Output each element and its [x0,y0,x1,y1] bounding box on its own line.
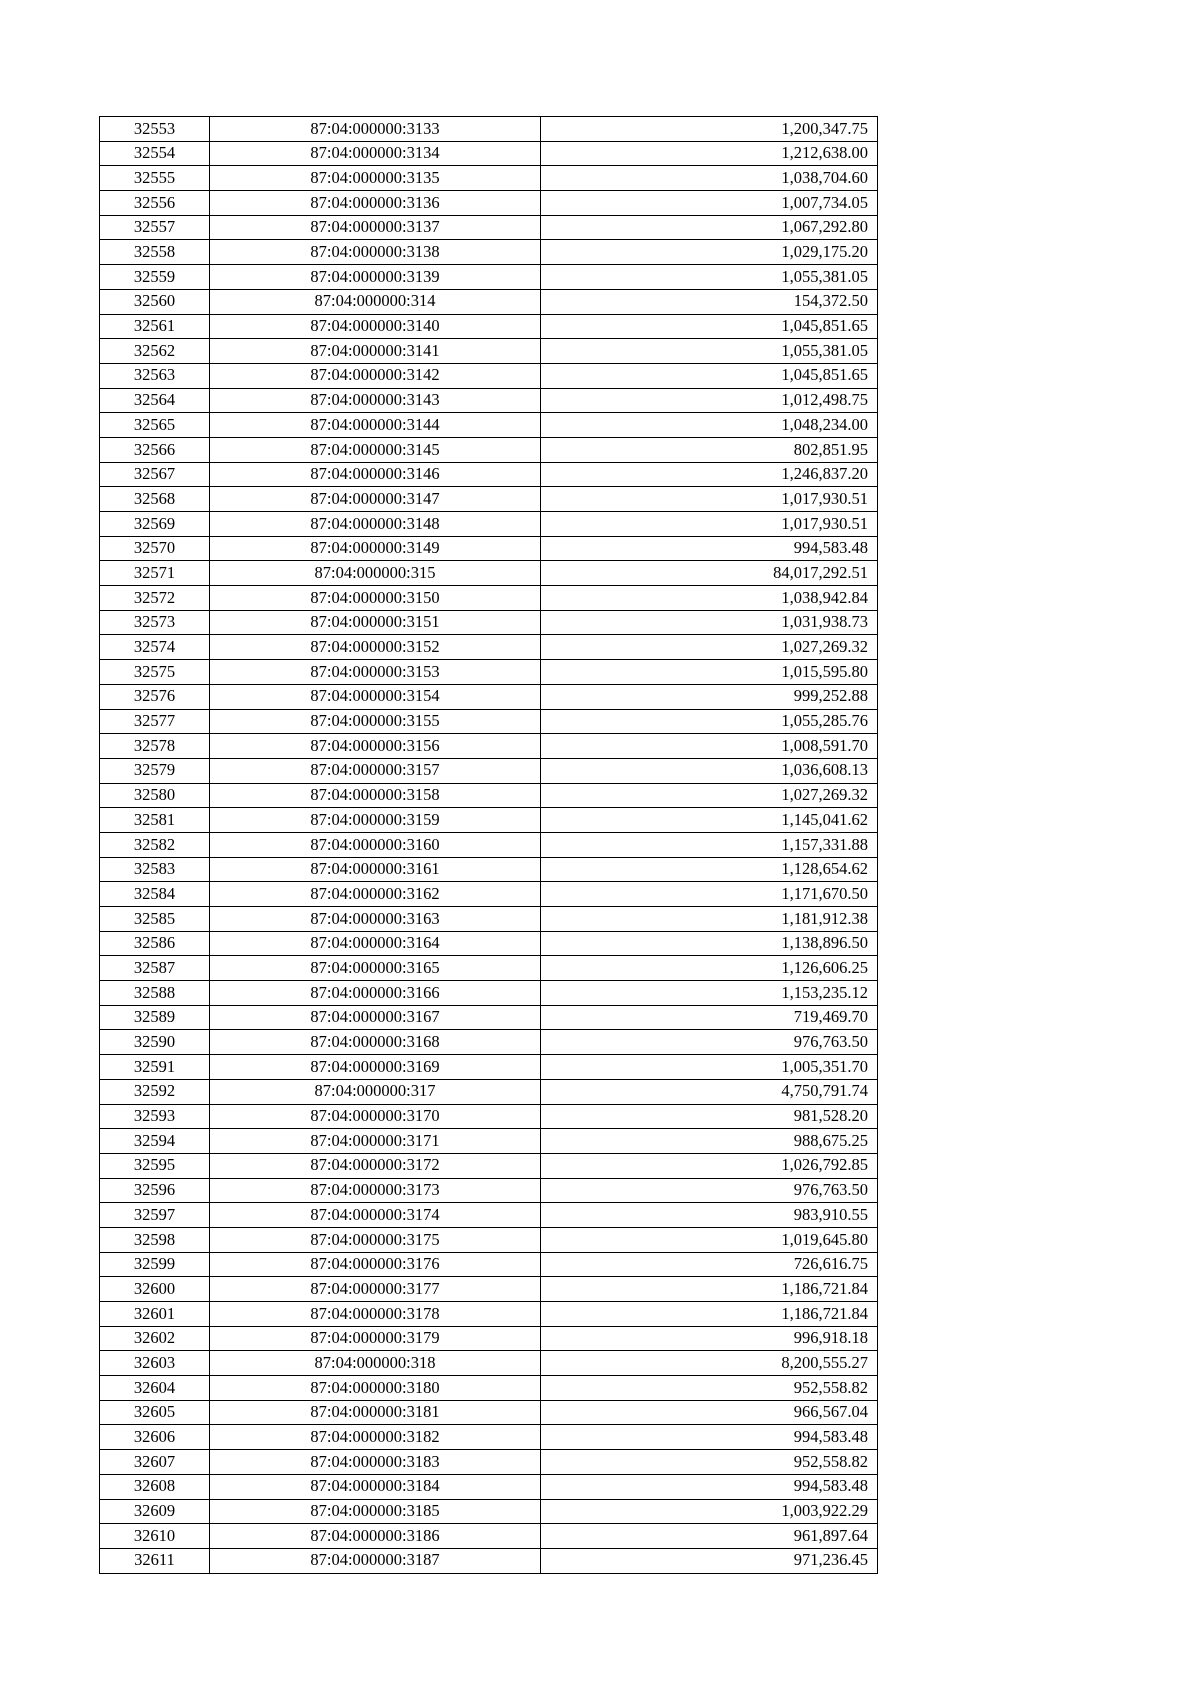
value-cell: 988,675.25 [541,1129,878,1154]
table-row [100,240,878,265]
row-number-cell: 32598 [100,1227,210,1252]
table-row [100,1178,878,1203]
value-cell: 1,017,930.51 [541,487,878,512]
row-number-cell: 32559 [100,265,210,290]
table-row [100,166,878,191]
row-number-cell: 32599 [100,1252,210,1277]
value-cell: 8,200,555.27 [541,1351,878,1376]
cadastral-number-cell: 87:04:000000:3180 [210,1376,541,1401]
row-number-cell: 32603 [100,1351,210,1376]
value-cell: 1,246,837.20 [541,462,878,487]
row-number-cell: 32553 [100,117,210,142]
row-number-cell: 32589 [100,1005,210,1030]
table-row [100,314,878,339]
value-cell: 154,372.50 [541,289,878,314]
cadastral-number-cell: 87:04:000000:3138 [210,240,541,265]
cadastral-number-cell: 87:04:000000:3168 [210,1030,541,1055]
cadastral-number-cell: 87:04:000000:3148 [210,512,541,537]
table-row [100,413,878,438]
row-number-cell: 32597 [100,1203,210,1228]
value-cell: 1,027,269.32 [541,783,878,808]
value-cell: 1,026,792.85 [541,1153,878,1178]
row-number-cell: 32581 [100,808,210,833]
cadastral-number-cell: 87:04:000000:3179 [210,1326,541,1351]
value-cell: 719,469.70 [541,1005,878,1030]
cadastral-number-cell: 87:04:000000:3147 [210,487,541,512]
cadastral-number-cell: 87:04:000000:3176 [210,1252,541,1277]
value-cell: 976,763.50 [541,1030,878,1055]
value-cell: 1,128,654.62 [541,857,878,882]
value-cell: 1,186,721.84 [541,1302,878,1327]
cadastral-number-cell: 87:04:000000:3177 [210,1277,541,1302]
table-row [100,931,878,956]
cadastral-number-cell: 87:04:000000:3169 [210,1055,541,1080]
row-number-cell: 32582 [100,832,210,857]
value-cell: 4,750,791.74 [541,1079,878,1104]
value-cell: 961,897.64 [541,1524,878,1549]
table-row [100,388,878,413]
row-number-cell: 32555 [100,166,210,191]
cadastral-number-cell: 87:04:000000:3164 [210,931,541,956]
cadastral-number-cell: 87:04:000000:3145 [210,437,541,462]
table-row [100,1005,878,1030]
value-cell: 1,008,591.70 [541,734,878,759]
value-cell: 1,038,704.60 [541,166,878,191]
row-number-cell: 32588 [100,981,210,1006]
table-row [100,215,878,240]
row-number-cell: 32593 [100,1104,210,1129]
value-cell: 1,007,734.05 [541,191,878,216]
row-number-cell: 32584 [100,882,210,907]
value-cell: 966,567.04 [541,1400,878,1425]
table-row [100,907,878,932]
table-row [100,857,878,882]
cadastral-number-cell: 87:04:000000:3167 [210,1005,541,1030]
row-number-cell: 32572 [100,586,210,611]
row-number-cell: 32580 [100,783,210,808]
cadastral-number-cell: 87:04:000000:318 [210,1351,541,1376]
cadastral-number-cell: 87:04:000000:3140 [210,314,541,339]
row-number-cell: 32573 [100,610,210,635]
value-cell: 1,029,175.20 [541,240,878,265]
table-row [100,734,878,759]
cadastral-number-cell: 87:04:000000:3143 [210,388,541,413]
cadastral-number-cell: 87:04:000000:3185 [210,1499,541,1524]
cadastral-number-cell: 87:04:000000:315 [210,561,541,586]
cadastral-number-cell: 87:04:000000:3139 [210,265,541,290]
cadastral-number-cell: 87:04:000000:3187 [210,1548,541,1573]
row-number-cell: 32565 [100,413,210,438]
row-number-cell: 32562 [100,339,210,364]
value-cell: 1,153,235.12 [541,981,878,1006]
table-row [100,684,878,709]
cadastral-number-cell: 87:04:000000:3152 [210,635,541,660]
row-number-cell: 32578 [100,734,210,759]
table-row [100,660,878,685]
value-cell: 1,126,606.25 [541,956,878,981]
table-row [100,487,878,512]
row-number-cell: 32563 [100,363,210,388]
row-number-cell: 32602 [100,1326,210,1351]
value-cell: 994,583.48 [541,1474,878,1499]
value-cell: 1,005,351.70 [541,1055,878,1080]
table-row [100,1376,878,1401]
row-number-cell: 32609 [100,1499,210,1524]
row-number-cell: 32590 [100,1030,210,1055]
table-row [100,832,878,857]
value-cell: 1,015,595.80 [541,660,878,685]
row-number-cell: 32594 [100,1129,210,1154]
cadastral-number-cell: 87:04:000000:3144 [210,413,541,438]
row-number-cell: 32558 [100,240,210,265]
table-row [100,1499,878,1524]
value-cell: 1,067,292.80 [541,215,878,240]
row-number-cell: 32571 [100,561,210,586]
value-cell: 994,583.48 [541,1425,878,1450]
row-number-cell: 32587 [100,956,210,981]
value-cell: 1,055,381.05 [541,339,878,364]
table-row [100,1326,878,1351]
row-number-cell: 32569 [100,512,210,537]
table-row [100,956,878,981]
value-cell: 999,252.88 [541,684,878,709]
cadastral-number-cell: 87:04:000000:3174 [210,1203,541,1228]
table-row [100,512,878,537]
table-row [100,141,878,166]
table-row [100,363,878,388]
table-row [100,1153,878,1178]
table-row [100,1351,878,1376]
table-row [100,610,878,635]
cadastral-number-cell: 87:04:000000:3154 [210,684,541,709]
row-number-cell: 32595 [100,1153,210,1178]
cadastral-number-cell: 87:04:000000:3166 [210,981,541,1006]
data-table [99,116,878,1574]
table-row [100,709,878,734]
row-number-cell: 32577 [100,709,210,734]
row-number-cell: 32604 [100,1376,210,1401]
row-number-cell: 32610 [100,1524,210,1549]
value-cell: 981,528.20 [541,1104,878,1129]
cadastral-number-cell: 87:04:000000:3178 [210,1302,541,1327]
cadastral-number-cell: 87:04:000000:3141 [210,339,541,364]
cadastral-number-cell: 87:04:000000:3171 [210,1129,541,1154]
row-number-cell: 32561 [100,314,210,339]
row-number-cell: 32611 [100,1548,210,1573]
row-number-cell: 32575 [100,660,210,685]
cadastral-number-cell: 87:04:000000:3175 [210,1227,541,1252]
row-number-cell: 32600 [100,1277,210,1302]
value-cell: 976,763.50 [541,1178,878,1203]
cadastral-number-cell: 87:04:000000:3137 [210,215,541,240]
value-cell: 1,038,942.84 [541,586,878,611]
row-number-cell: 32560 [100,289,210,314]
value-cell: 1,036,608.13 [541,758,878,783]
table-body [100,117,878,1574]
value-cell: 1,055,381.05 [541,265,878,290]
row-number-cell: 32557 [100,215,210,240]
row-number-cell: 32574 [100,635,210,660]
cadastral-number-cell: 87:04:000000:3163 [210,907,541,932]
cadastral-number-cell: 87:04:000000:3157 [210,758,541,783]
table-row [100,1474,878,1499]
cadastral-number-cell: 87:04:000000:3162 [210,882,541,907]
row-number-cell: 32606 [100,1425,210,1450]
table-row [100,1030,878,1055]
cadastral-number-cell: 87:04:000000:3182 [210,1425,541,1450]
table-row [100,981,878,1006]
cadastral-number-cell: 87:04:000000:317 [210,1079,541,1104]
cadastral-number-cell: 87:04:000000:3156 [210,734,541,759]
value-cell: 1,012,498.75 [541,388,878,413]
table-row [100,561,878,586]
table-row [100,462,878,487]
row-number-cell: 32605 [100,1400,210,1425]
cadastral-number-cell: 87:04:000000:3133 [210,117,541,142]
value-cell: 1,212,638.00 [541,141,878,166]
cadastral-number-cell: 87:04:000000:3158 [210,783,541,808]
row-number-cell: 32591 [100,1055,210,1080]
value-cell: 1,157,331.88 [541,832,878,857]
table-row [100,339,878,364]
table-row [100,586,878,611]
row-number-cell: 32607 [100,1450,210,1475]
cadastral-number-cell: 87:04:000000:3173 [210,1178,541,1203]
table-row [100,1450,878,1475]
table-row [100,808,878,833]
value-cell: 971,236.45 [541,1548,878,1573]
value-cell: 1,055,285.76 [541,709,878,734]
table-row [100,1129,878,1154]
cadastral-number-cell: 87:04:000000:3149 [210,536,541,561]
table-row [100,117,878,142]
value-cell: 1,017,930.51 [541,512,878,537]
row-number-cell: 32556 [100,191,210,216]
value-cell: 1,027,269.32 [541,635,878,660]
cadastral-number-cell: 87:04:000000:3181 [210,1400,541,1425]
row-number-cell: 32570 [100,536,210,561]
table-row [100,191,878,216]
row-number-cell: 32576 [100,684,210,709]
table-row [100,882,878,907]
value-cell: 994,583.48 [541,536,878,561]
table-row [100,536,878,561]
row-number-cell: 32567 [100,462,210,487]
table-row [100,265,878,290]
value-cell: 802,851.95 [541,437,878,462]
value-cell: 983,910.55 [541,1203,878,1228]
cadastral-number-cell: 87:04:000000:3134 [210,141,541,166]
cadastral-number-cell: 87:04:000000:3161 [210,857,541,882]
table-row [100,1055,878,1080]
table-row [100,1548,878,1573]
value-cell: 1,003,922.29 [541,1499,878,1524]
table-row [100,1400,878,1425]
row-number-cell: 32592 [100,1079,210,1104]
value-cell: 726,616.75 [541,1252,878,1277]
value-cell: 1,048,234.00 [541,413,878,438]
cadastral-number-cell: 87:04:000000:3172 [210,1153,541,1178]
table-row [100,1104,878,1129]
cadastral-number-cell: 87:04:000000:3184 [210,1474,541,1499]
table-row [100,635,878,660]
row-number-cell: 32568 [100,487,210,512]
cadastral-number-cell: 87:04:000000:3150 [210,586,541,611]
value-cell: 1,031,938.73 [541,610,878,635]
value-cell: 1,045,851.65 [541,314,878,339]
table-row [100,1277,878,1302]
value-cell: 1,181,912.38 [541,907,878,932]
row-number-cell: 32601 [100,1302,210,1327]
cadastral-number-cell: 87:04:000000:3142 [210,363,541,388]
cadastral-number-cell: 87:04:000000:3165 [210,956,541,981]
cadastral-number-cell: 87:04:000000:3151 [210,610,541,635]
value-cell: 1,019,645.80 [541,1227,878,1252]
cadastral-number-cell: 87:04:000000:3153 [210,660,541,685]
value-cell: 1,186,721.84 [541,1277,878,1302]
cadastral-number-cell: 87:04:000000:3159 [210,808,541,833]
value-cell: 1,045,851.65 [541,363,878,388]
row-number-cell: 32586 [100,931,210,956]
cadastral-number-cell: 87:04:000000:3183 [210,1450,541,1475]
table-row [100,1524,878,1549]
row-number-cell: 32554 [100,141,210,166]
cadastral-number-cell: 87:04:000000:3170 [210,1104,541,1129]
value-cell: 84,017,292.51 [541,561,878,586]
table-row [100,1252,878,1277]
value-cell: 1,145,041.62 [541,808,878,833]
cadastral-number-cell: 87:04:000000:3155 [210,709,541,734]
value-cell: 952,558.82 [541,1450,878,1475]
cadastral-number-cell: 87:04:000000:3135 [210,166,541,191]
row-number-cell: 32596 [100,1178,210,1203]
table-row [100,1425,878,1450]
cadastral-number-cell: 87:04:000000:3160 [210,832,541,857]
table-row [100,1302,878,1327]
table-row [100,1227,878,1252]
cadastral-number-cell: 87:04:000000:314 [210,289,541,314]
row-number-cell: 32608 [100,1474,210,1499]
row-number-cell: 32583 [100,857,210,882]
cadastral-number-cell: 87:04:000000:3136 [210,191,541,216]
table-row [100,758,878,783]
row-number-cell: 32566 [100,437,210,462]
cadastral-number-cell: 87:04:000000:3146 [210,462,541,487]
table-row [100,289,878,314]
table-row [100,1203,878,1228]
row-number-cell: 32564 [100,388,210,413]
table-row [100,437,878,462]
table-row [100,783,878,808]
cadastral-number-cell: 87:04:000000:3186 [210,1524,541,1549]
value-cell: 1,138,896.50 [541,931,878,956]
value-cell: 952,558.82 [541,1376,878,1401]
value-cell: 996,918.18 [541,1326,878,1351]
row-number-cell: 32579 [100,758,210,783]
value-cell: 1,171,670.50 [541,882,878,907]
table-row [100,1079,878,1104]
value-cell: 1,200,347.75 [541,117,878,142]
row-number-cell: 32585 [100,907,210,932]
